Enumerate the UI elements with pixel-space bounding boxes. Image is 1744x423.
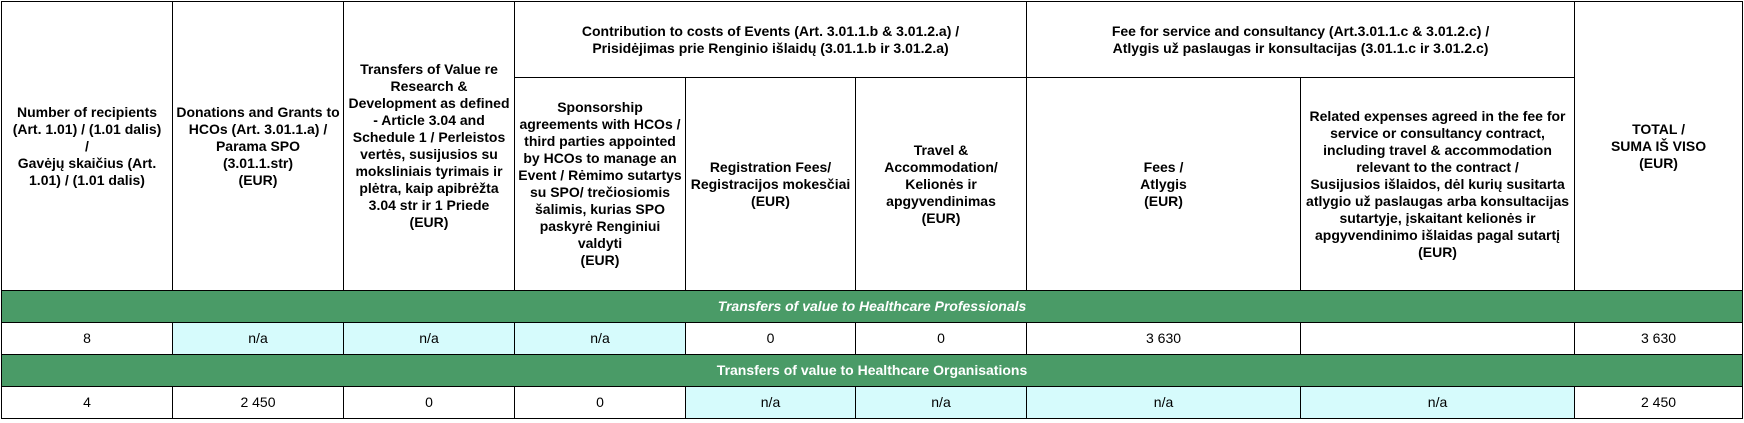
cell-hcp-recipients: 8	[2, 323, 173, 355]
cell-hcp-fees: 3 630	[1027, 323, 1301, 355]
cell-hco-travel: n/a	[856, 387, 1027, 419]
section-title-hco: Transfers of value to Healthcare Organisations	[2, 355, 1743, 387]
header-recipients: Number of recipients (Art. 1.01) / (1.01 dalis) / Gavėjų skaičius (Art. 1.01) / (1.01 dalis)	[2, 2, 173, 291]
header-events-group: Contribution to costs of Events (Art. 3.01.1.b & 3.01.2.a) / Prisidėjimas prie Renginio išlaidų (3.01.1.b ir 3.01.2.a)	[515, 2, 1027, 78]
header-row-top	[2, 2, 1743, 78]
header-travel-accommodation: Travel & Accommodation/ Kelionės ir apgyvendinimas (EUR)	[856, 78, 1027, 291]
cell-hcp-related	[1301, 323, 1575, 355]
table-row-hco	[2, 387, 1743, 419]
cell-hco-registration: n/a	[686, 387, 856, 419]
table-row-hcp	[2, 323, 1743, 355]
cell-hco-sponsorship: 0	[515, 387, 686, 419]
header-related-expenses: Related expenses agreed in the fee for service or consultancy contract, including travel & accommodation relevant to the contract / Susijusios išlaidos, dėl kurių susitarta atlygio už paslaugas arba konsultacijas sutartyje, įskaitant kelionės ir apgyvendinimo išlaidas pagal sutartį (EUR)	[1301, 78, 1575, 291]
cell-hcp-donations: n/a	[173, 323, 344, 355]
section-row-hcp	[2, 291, 1743, 323]
header-sponsorship: Sponsorship agreements with HCOs / third parties appointed by HCOs to manage an Event / Rėmimo sutartys su SPO/ trečiosiomis šalimis, kurias SPO paskyrė Renginiui valdyti (EUR)	[515, 78, 686, 291]
cell-hcp-sponsorship: n/a	[515, 323, 686, 355]
cell-hco-donations: 2 450	[173, 387, 344, 419]
header-research-development: Transfers of Value re Research & Development as defined - Article 3.04 and Schedule 1 / Perleistos vertės, susijusios su moksliniais tyrimais ir plėtra, kaip apibrėžta 3.04 str ir 1 Priede (EUR)	[344, 2, 515, 291]
header-registration-fees: Registration Fees/ Registracijos mokesčiai (EUR)	[686, 78, 856, 291]
section-row-hco	[2, 355, 1743, 387]
header-donations-grants: Donations and Grants to HCOs (Art. 3.01.1.a) / Parama SPO (3.01.1.str) (EUR)	[173, 2, 344, 291]
cell-hco-fees: n/a	[1027, 387, 1301, 419]
cell-hcp-registration: 0	[686, 323, 856, 355]
cell-hcp-total: 3 630	[1575, 323, 1743, 355]
cell-hco-related: n/a	[1301, 387, 1575, 419]
cell-hco-total: 2 450	[1575, 387, 1743, 419]
cell-hco-rnd: 0	[344, 387, 515, 419]
header-fees: Fees / Atlygis (EUR)	[1027, 78, 1301, 291]
cell-hcp-travel: 0	[856, 323, 1027, 355]
cell-hcp-rnd: n/a	[344, 323, 515, 355]
cell-hco-recipients: 4	[2, 387, 173, 419]
transfers-of-value-table	[1, 1, 1743, 419]
header-total: TOTAL / SUMA IŠ VISO (EUR)	[1575, 2, 1743, 291]
section-title-hcp: Transfers of value to Healthcare Professionals	[2, 291, 1743, 323]
header-fees-group: Fee for service and consultancy (Art.3.01.1.c & 3.01.2.c) / Atlygis už paslaugas ir konsultacijas (3.01.1.c ir 3.01.2.c)	[1027, 2, 1575, 78]
